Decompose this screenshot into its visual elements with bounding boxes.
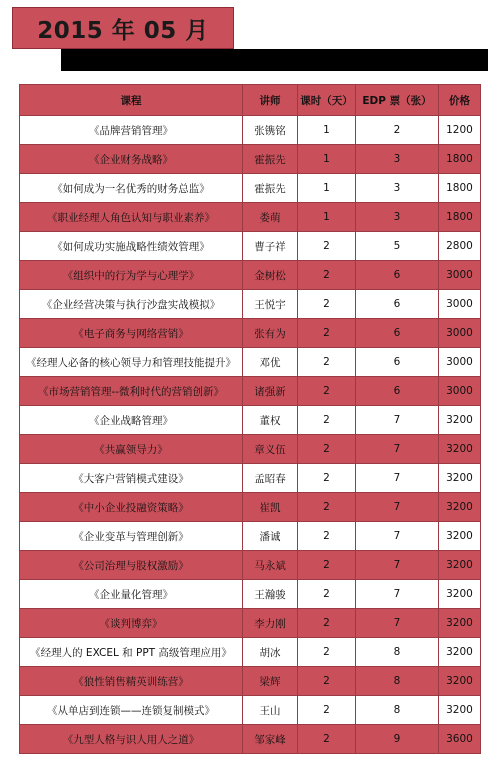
table-row [20, 261, 481, 290]
table-row [20, 406, 481, 435]
table-row [20, 174, 481, 203]
table-row [20, 638, 481, 667]
price-cell: 3200 [439, 609, 481, 638]
table-row [20, 551, 481, 580]
price-cell: 3200 [439, 435, 481, 464]
price-cell: 1800 [439, 174, 481, 203]
table-row [20, 348, 481, 377]
lecturer-cell: 王悦宇 [243, 290, 298, 319]
course-schedule-table [19, 84, 481, 754]
edp-tickets-cell: 8 [356, 667, 439, 696]
course-name-cell: 《谈判博弈》 [20, 609, 243, 638]
days-cell: 2 [298, 638, 356, 667]
lecturer-cell: 崔凯 [243, 493, 298, 522]
price-cell: 1800 [439, 145, 481, 174]
price-cell: 3000 [439, 348, 481, 377]
page-title: 2015 年 05 月 [37, 17, 209, 44]
price-cell: 3000 [439, 261, 481, 290]
lecturer-cell: 娄萌 [243, 203, 298, 232]
title-underline-bar [61, 49, 488, 71]
days-cell: 2 [298, 609, 356, 638]
table-row [20, 493, 481, 522]
edp-tickets-cell: 7 [356, 435, 439, 464]
course-name-cell: 《如何成功实施战略性绩效管理》 [20, 232, 243, 261]
course-name-cell: 《组织中的行为学与心理学》 [20, 261, 243, 290]
column-header-lecturer: 讲师 [243, 85, 298, 116]
edp-tickets-cell: 7 [356, 609, 439, 638]
lecturer-cell: 诸强新 [243, 377, 298, 406]
lecturer-cell: 潘诚 [243, 522, 298, 551]
days-cell: 1 [298, 203, 356, 232]
edp-tickets-cell: 3 [356, 145, 439, 174]
price-cell: 3600 [439, 725, 481, 754]
course-name-cell: 《共赢领导力》 [20, 435, 243, 464]
days-cell: 2 [298, 551, 356, 580]
lecturer-cell: 王山 [243, 696, 298, 725]
table-row [20, 232, 481, 261]
course-name-cell: 《企业战略管理》 [20, 406, 243, 435]
table-row [20, 696, 481, 725]
table-row [20, 377, 481, 406]
days-cell: 2 [298, 319, 356, 348]
price-cell: 3000 [439, 377, 481, 406]
course-name-cell: 《公司治理与股权激励》 [20, 551, 243, 580]
table-row [20, 464, 481, 493]
lecturer-cell: 霍振先 [243, 174, 298, 203]
table-header-row [20, 85, 481, 116]
price-cell: 1800 [439, 203, 481, 232]
course-name-cell: 《企业经营决策与执行沙盘实战模拟》 [20, 290, 243, 319]
column-header-days: 课时（天） [298, 85, 356, 116]
lecturer-cell: 王瀚骏 [243, 580, 298, 609]
lecturer-cell: 张有为 [243, 319, 298, 348]
lecturer-cell: 孟昭春 [243, 464, 298, 493]
table-row [20, 522, 481, 551]
edp-tickets-cell: 9 [356, 725, 439, 754]
table-row [20, 203, 481, 232]
price-cell: 3200 [439, 522, 481, 551]
edp-tickets-cell: 7 [356, 464, 439, 493]
price-cell: 3200 [439, 580, 481, 609]
price-cell: 3200 [439, 406, 481, 435]
table-row [20, 435, 481, 464]
course-name-cell: 《企业财务战略》 [20, 145, 243, 174]
price-cell: 3000 [439, 290, 481, 319]
course-name-cell: 《狼性销售精英训练营》 [20, 667, 243, 696]
days-cell: 2 [298, 406, 356, 435]
price-cell: 3000 [439, 319, 481, 348]
course-name-cell: 《品牌营销管理》 [20, 116, 243, 145]
lecturer-cell: 邓优 [243, 348, 298, 377]
days-cell: 2 [298, 435, 356, 464]
price-cell: 3200 [439, 551, 481, 580]
lecturer-cell: 李力刚 [243, 609, 298, 638]
table-row [20, 609, 481, 638]
days-cell: 2 [298, 725, 356, 754]
edp-tickets-cell: 2 [356, 116, 439, 145]
edp-tickets-cell: 7 [356, 406, 439, 435]
edp-tickets-cell: 8 [356, 638, 439, 667]
course-name-cell: 《职业经理人角色认知与职业素养》 [20, 203, 243, 232]
edp-tickets-cell: 3 [356, 203, 439, 232]
edp-tickets-cell: 6 [356, 377, 439, 406]
days-cell: 2 [298, 580, 356, 609]
table-row [20, 116, 481, 145]
course-name-cell: 《九型人格与识人用人之道》 [20, 725, 243, 754]
days-cell: 1 [298, 116, 356, 145]
edp-tickets-cell: 7 [356, 493, 439, 522]
lecturer-cell: 董权 [243, 406, 298, 435]
lecturer-cell: 霍振先 [243, 145, 298, 174]
table-row [20, 725, 481, 754]
course-name-cell: 《经理人的 EXCEL 和 PPT 高级管理应用》 [20, 638, 243, 667]
table-row [20, 145, 481, 174]
table-row [20, 580, 481, 609]
course-name-cell: 《中小企业投融资策略》 [20, 493, 243, 522]
column-header-course: 课程 [20, 85, 243, 116]
table-row [20, 667, 481, 696]
edp-tickets-cell: 7 [356, 580, 439, 609]
edp-tickets-cell: 6 [356, 348, 439, 377]
table-row [20, 290, 481, 319]
days-cell: 2 [298, 522, 356, 551]
days-cell: 2 [298, 667, 356, 696]
price-cell: 3200 [439, 638, 481, 667]
column-header-price: 价格 [439, 85, 481, 116]
lecturer-cell: 胡冰 [243, 638, 298, 667]
column-header-edp-tickets: EDP 票（张） [356, 85, 439, 116]
course-name-cell: 《电子商务与网络营销》 [20, 319, 243, 348]
days-cell: 2 [298, 493, 356, 522]
days-cell: 2 [298, 261, 356, 290]
price-cell: 3200 [439, 493, 481, 522]
lecturer-cell: 梁辉 [243, 667, 298, 696]
edp-tickets-cell: 6 [356, 319, 439, 348]
course-name-cell: 《大客户营销模式建设》 [20, 464, 243, 493]
days-cell: 2 [298, 696, 356, 725]
price-cell: 3200 [439, 464, 481, 493]
course-name-cell: 《经理人必备的核心领导力和管理技能提升》 [20, 348, 243, 377]
lecturer-cell: 邹家峰 [243, 725, 298, 754]
lecturer-cell: 章义伍 [243, 435, 298, 464]
edp-tickets-cell: 5 [356, 232, 439, 261]
price-cell: 2800 [439, 232, 481, 261]
table-row [20, 319, 481, 348]
course-name-cell: 《企业变革与管理创新》 [20, 522, 243, 551]
days-cell: 2 [298, 464, 356, 493]
price-cell: 1200 [439, 116, 481, 145]
edp-tickets-cell: 7 [356, 551, 439, 580]
days-cell: 1 [298, 174, 356, 203]
lecturer-cell: 张镌铭 [243, 116, 298, 145]
course-name-cell: 《市场营销管理--微利时代的营销创新》 [20, 377, 243, 406]
days-cell: 2 [298, 232, 356, 261]
days-cell: 1 [298, 145, 356, 174]
days-cell: 2 [298, 377, 356, 406]
edp-tickets-cell: 3 [356, 174, 439, 203]
price-cell: 3200 [439, 667, 481, 696]
course-name-cell: 《从单店到连锁——连锁复制模式》 [20, 696, 243, 725]
table-body [20, 116, 481, 754]
course-name-cell: 《如何成为一名优秀的财务总监》 [20, 174, 243, 203]
course-name-cell: 《企业量化管理》 [20, 580, 243, 609]
days-cell: 2 [298, 290, 356, 319]
edp-tickets-cell: 8 [356, 696, 439, 725]
days-cell: 2 [298, 348, 356, 377]
edp-tickets-cell: 6 [356, 261, 439, 290]
page-title-box [12, 7, 234, 49]
edp-tickets-cell: 7 [356, 522, 439, 551]
edp-tickets-cell: 6 [356, 290, 439, 319]
price-cell: 3200 [439, 696, 481, 725]
lecturer-cell: 马永斌 [243, 551, 298, 580]
lecturer-cell: 金树松 [243, 261, 298, 290]
lecturer-cell: 曹子祥 [243, 232, 298, 261]
